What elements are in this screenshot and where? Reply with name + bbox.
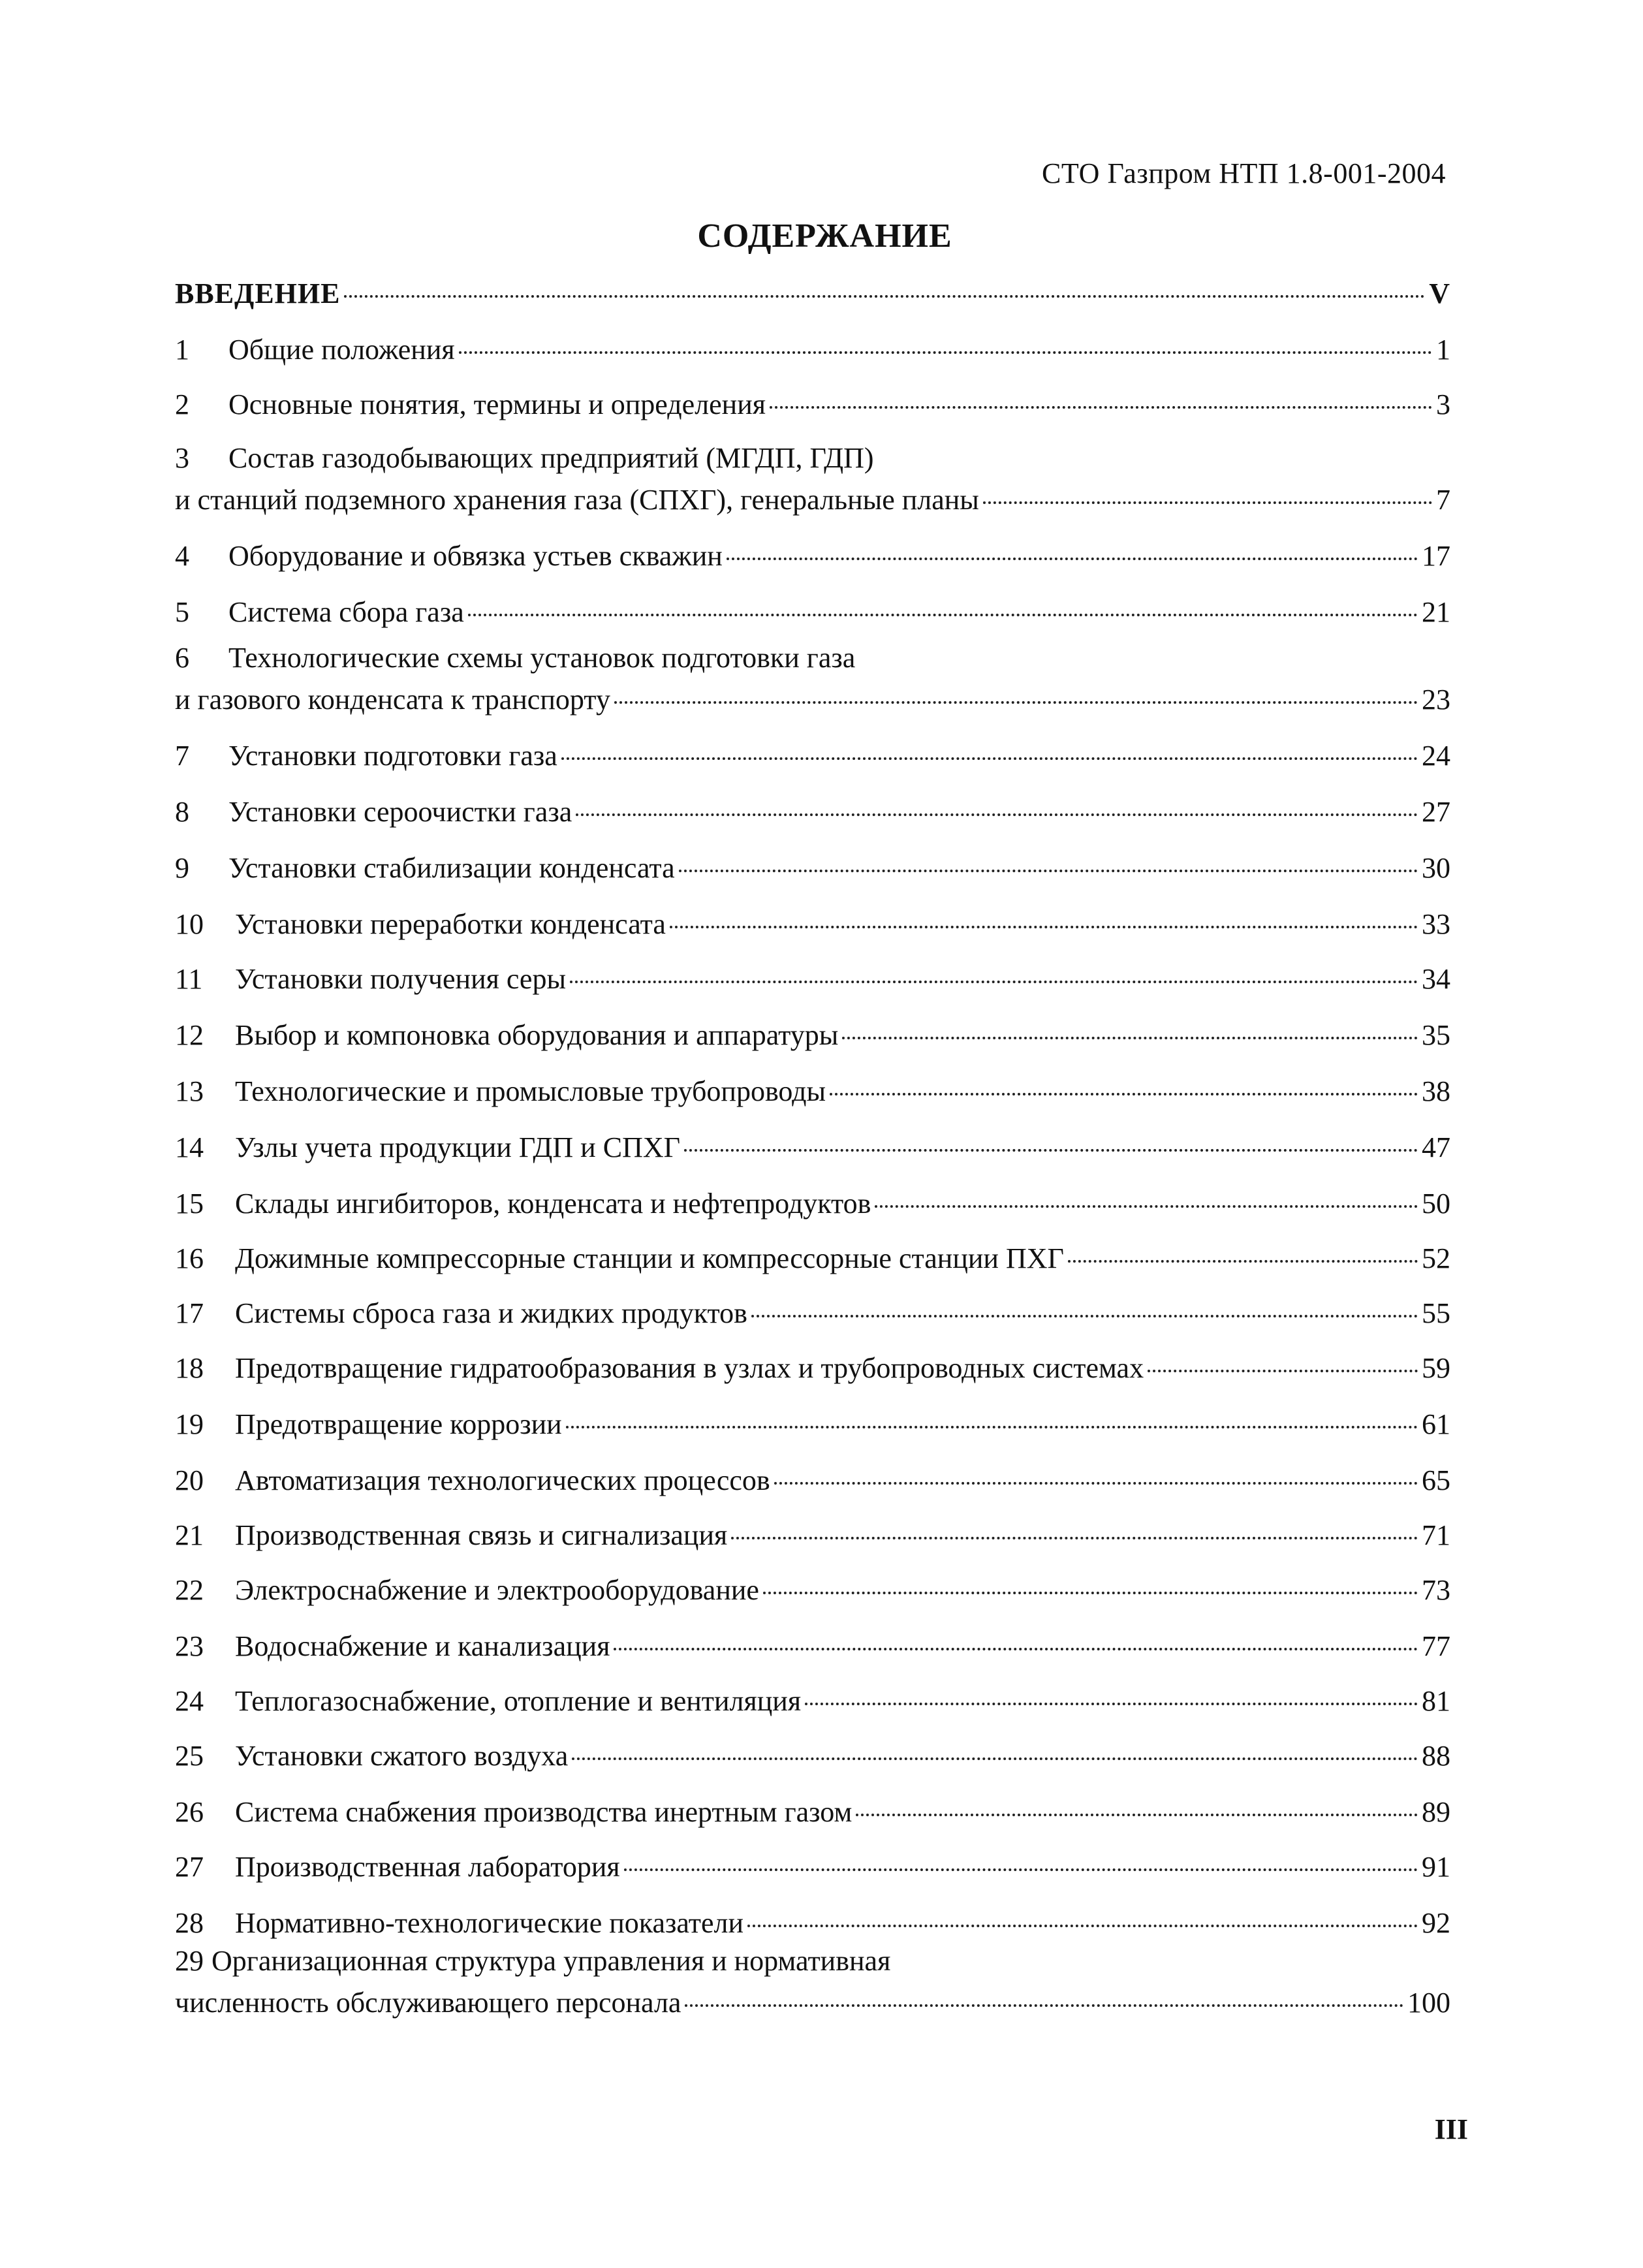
dot-leader xyxy=(727,558,1418,560)
toc-entry-page: 33 xyxy=(1422,908,1450,940)
page-title: СОДЕРЖАНИЕ xyxy=(697,217,952,255)
toc-entry-page: 38 xyxy=(1422,1075,1450,1107)
toc-entry[interactable] xyxy=(175,1073,1450,1110)
toc-entry[interactable] xyxy=(175,386,1450,423)
toc-entry[interactable] xyxy=(175,850,1450,887)
toc-entry-page: 50 xyxy=(1422,1188,1450,1220)
dot-leader xyxy=(614,1648,1418,1650)
toc-entry-number: 25 xyxy=(175,1740,204,1772)
toc-entry-title: Система снабжения производства инертным газом xyxy=(235,1796,853,1828)
toc-entry-page: 89 xyxy=(1422,1796,1450,1828)
toc-entry-page: 24 xyxy=(1422,740,1450,772)
toc-entry-title: Склады ингибиторов, конденсата и нефтепродуктов xyxy=(235,1188,871,1220)
toc-entry-number: 21 xyxy=(175,1519,204,1551)
dot-leader xyxy=(763,1592,1418,1594)
table-of-contents xyxy=(175,0,1450,2268)
dot-leader xyxy=(983,501,1432,504)
toc-entry-page: 65 xyxy=(1422,1464,1450,1496)
toc-entry-title: Технологические и промысловые трубопроводы xyxy=(235,1075,826,1107)
toc-entry[interactable] xyxy=(175,738,1450,774)
toc-entry-page: 35 xyxy=(1422,1019,1450,1051)
toc-entry-number: 18 xyxy=(175,1352,204,1384)
toc-entry-page: 91 xyxy=(1422,1851,1450,1883)
dot-leader xyxy=(561,757,1418,760)
toc-entry-number: 10 xyxy=(175,908,204,940)
toc-entry-title: Теплогазоснабжение, отопление и вентиляция xyxy=(235,1685,802,1717)
dot-leader xyxy=(468,614,1418,616)
toc-entry-title: Предотвращение коррозии xyxy=(235,1408,562,1440)
toc-entry-title: Основные понятия, термины и определения xyxy=(228,388,766,420)
toc-entry-number: 2 xyxy=(175,388,189,420)
toc-entry-number: 17 xyxy=(175,1297,204,1329)
toc-entry-page: 61 xyxy=(1422,1408,1450,1440)
toc-entry-page: 55 xyxy=(1422,1297,1450,1329)
toc-entry-number: 8 xyxy=(175,796,189,828)
toc-entry[interactable] xyxy=(175,1462,1450,1499)
toc-entry-title: и газового конденсата к транспорту xyxy=(175,684,610,716)
toc-entry-page: 23 xyxy=(1422,684,1450,716)
dot-leader xyxy=(751,1315,1418,1317)
toc-entry-title-line1: Технологические схемы установок подготовки газа xyxy=(228,642,856,674)
toc-entry[interactable] xyxy=(175,440,1450,518)
toc-entry[interactable] xyxy=(175,1794,1450,1831)
dot-leader xyxy=(684,1149,1418,1152)
dot-leader xyxy=(576,813,1418,816)
toc-entry[interactable] xyxy=(175,1943,1450,2021)
toc-entry-number: 19 xyxy=(175,1408,204,1440)
toc-entry[interactable] xyxy=(175,332,1450,368)
dot-leader xyxy=(774,1482,1418,1485)
toc-entry-number: 7 xyxy=(175,740,189,772)
toc-entry-title: Системы сброса газа и жидких продуктов xyxy=(235,1297,747,1329)
dot-leader xyxy=(842,1037,1418,1039)
toc-entry[interactable] xyxy=(175,1240,1450,1277)
toc-entry-page: 52 xyxy=(1422,1242,1450,1274)
toc-entry[interactable] xyxy=(175,1350,1450,1387)
toc-entry-title: Производственная связь и сигнализация xyxy=(235,1519,728,1551)
toc-entry-title: Водоснабжение и канализация xyxy=(235,1630,610,1662)
dot-leader xyxy=(679,870,1418,872)
dot-leader xyxy=(670,926,1418,928)
toc-entry-number: 16 xyxy=(175,1242,204,1274)
toc-entry[interactable] xyxy=(175,1628,1450,1665)
page-number: III xyxy=(1434,2113,1468,2145)
dot-leader xyxy=(614,701,1418,704)
toc-entry-title: Установки сероочистки газа xyxy=(228,796,572,828)
toc-entry-page: 7 xyxy=(1436,484,1450,516)
toc-entry-page: V xyxy=(1429,277,1450,309)
dot-leader xyxy=(566,1426,1418,1428)
toc-entry-number: 13 xyxy=(175,1075,204,1107)
toc-entry-title: Установки получения серы xyxy=(235,963,567,995)
toc-entry-title: Установки переработки конденсата xyxy=(235,908,666,940)
toc-entry-page: 100 xyxy=(1407,1987,1450,2019)
dot-leader xyxy=(459,351,1432,354)
toc-entry-page: 73 xyxy=(1422,1574,1450,1606)
toc-entry[interactable] xyxy=(175,640,1450,718)
toc-entry-number: 24 xyxy=(175,1685,204,1717)
toc-entry-page: 17 xyxy=(1422,540,1450,572)
toc-entry[interactable] xyxy=(175,594,1450,631)
toc-entry-title: Система сбора газа xyxy=(228,596,464,628)
toc-entry-number: 5 xyxy=(175,596,189,628)
toc-entry[interactable] xyxy=(175,1849,1450,1885)
toc-entry-page: 47 xyxy=(1422,1131,1450,1163)
dot-leader xyxy=(830,1093,1418,1095)
toc-entry[interactable] xyxy=(175,906,1450,943)
dot-leader xyxy=(856,1814,1418,1816)
document-code: СТО Газпром НТП 1.8-001-2004 xyxy=(1042,157,1446,189)
toc-entry-page: 1 xyxy=(1436,334,1450,366)
dot-leader xyxy=(747,1925,1418,1927)
toc-entry[interactable] xyxy=(175,1406,1450,1443)
dot-leader xyxy=(731,1537,1418,1539)
toc-entry-title: и станций подземного хранения газа (СПХГ), генеральные планы xyxy=(175,484,979,516)
toc-entry-page: 92 xyxy=(1422,1907,1450,1939)
toc-entry-page: 34 xyxy=(1422,963,1450,995)
toc-entry[interactable] xyxy=(175,1295,1450,1332)
toc-entry-number: 20 xyxy=(175,1464,204,1496)
toc-entry-page: 27 xyxy=(1422,796,1450,828)
toc-entry[interactable] xyxy=(175,1129,1450,1166)
toc-entry[interactable] xyxy=(175,1905,1450,1942)
toc-entry[interactable] xyxy=(175,1517,1450,1554)
toc-entry-page: 88 xyxy=(1422,1740,1450,1772)
toc-entry-page: 81 xyxy=(1422,1685,1450,1717)
dot-leader xyxy=(1148,1370,1418,1372)
toc-entry[interactable] xyxy=(175,794,1450,830)
toc-entry-title: Автоматизация технологических процессов xyxy=(235,1464,770,1496)
toc-entry-number: 29 xyxy=(175,1945,204,1977)
toc-entry-title: Установки сжатого воздуха xyxy=(235,1740,569,1772)
toc-entry[interactable] xyxy=(175,538,1450,575)
toc-entry-number: 3 xyxy=(175,442,189,474)
toc-entry-page: 59 xyxy=(1422,1352,1450,1384)
toc-entry-number: 27 xyxy=(175,1851,204,1883)
toc-entry[interactable] xyxy=(175,1572,1450,1609)
toc-entry[interactable] xyxy=(175,1186,1450,1222)
dot-leader xyxy=(624,1868,1418,1871)
toc-entry[interactable] xyxy=(175,1738,1450,1774)
toc-entry-page: 3 xyxy=(1436,388,1450,420)
dot-leader xyxy=(1068,1260,1418,1263)
dot-leader xyxy=(770,406,1432,409)
toc-entry-title: Установки подготовки газа xyxy=(228,740,557,772)
toc-entry-number: 6 xyxy=(175,642,189,674)
dot-leader xyxy=(572,1757,1418,1760)
toc-entry-title: Производственная лаборатория xyxy=(235,1851,620,1883)
toc-entry-number: 26 xyxy=(175,1796,204,1828)
toc-entry-number: 4 xyxy=(175,540,189,572)
dot-leader xyxy=(875,1205,1418,1208)
toc-entry-title: Общие положения xyxy=(228,334,455,366)
toc-entry-title: численность обслуживающего персонала xyxy=(175,1987,681,2019)
toc-entry-number: 15 xyxy=(175,1188,204,1220)
toc-entry-number: 23 xyxy=(175,1630,204,1662)
toc-entry-title: Предотвращение гидратообразования в узлах и трубопроводных системах xyxy=(235,1352,1144,1384)
toc-entry-number: 14 xyxy=(175,1131,204,1163)
toc-entry-page: 71 xyxy=(1422,1519,1450,1551)
toc-entry-page: 30 xyxy=(1422,852,1450,884)
dot-leader xyxy=(685,2004,1403,2007)
dot-leader xyxy=(344,295,1425,298)
toc-entry-number: 1 xyxy=(175,334,189,366)
toc-entry-page: 21 xyxy=(1422,596,1450,628)
toc-entry-title: ВВЕДЕНИЕ xyxy=(175,277,341,309)
toc-entry-title: Установки стабилизации конденсата xyxy=(228,852,675,884)
toc-entry-title-line1: Состав газодобывающих предприятий (МГДП, ГДП) xyxy=(228,442,874,474)
toc-entry-title: Дожимные компрессорные станции и компрессорные станции ПХГ xyxy=(235,1242,1064,1274)
toc-entry-page: 77 xyxy=(1422,1630,1450,1662)
toc-entry-title: Электроснабжение и электрооборудование xyxy=(235,1574,759,1606)
toc-entry-number: 22 xyxy=(175,1574,204,1606)
toc-entry-title: Узлы учета продукции ГДП и СПХГ xyxy=(235,1131,681,1163)
toc-entry-number: 12 xyxy=(175,1019,204,1051)
toc-entry-title: Нормативно-технологические показатели xyxy=(235,1907,744,1939)
dot-leader xyxy=(805,1703,1418,1705)
toc-entry-number: 11 xyxy=(175,963,203,995)
dot-leader xyxy=(570,981,1418,983)
toc-entry-introduction[interactable] xyxy=(175,276,1450,312)
toc-entry[interactable] xyxy=(175,1017,1450,1054)
toc-entry-title-line1: Организационная структура управления и нормативная xyxy=(211,1945,891,1977)
toc-entry[interactable] xyxy=(175,1683,1450,1720)
toc-entry-number: 28 xyxy=(175,1907,204,1939)
toc-entry-title: Выбор и компоновка оборудования и аппаратуры xyxy=(235,1019,839,1051)
toc-entry[interactable] xyxy=(175,961,1450,998)
toc-entry-title: Оборудование и обвязка устьев скважин xyxy=(228,540,723,572)
toc-entry-number: 9 xyxy=(175,852,189,884)
